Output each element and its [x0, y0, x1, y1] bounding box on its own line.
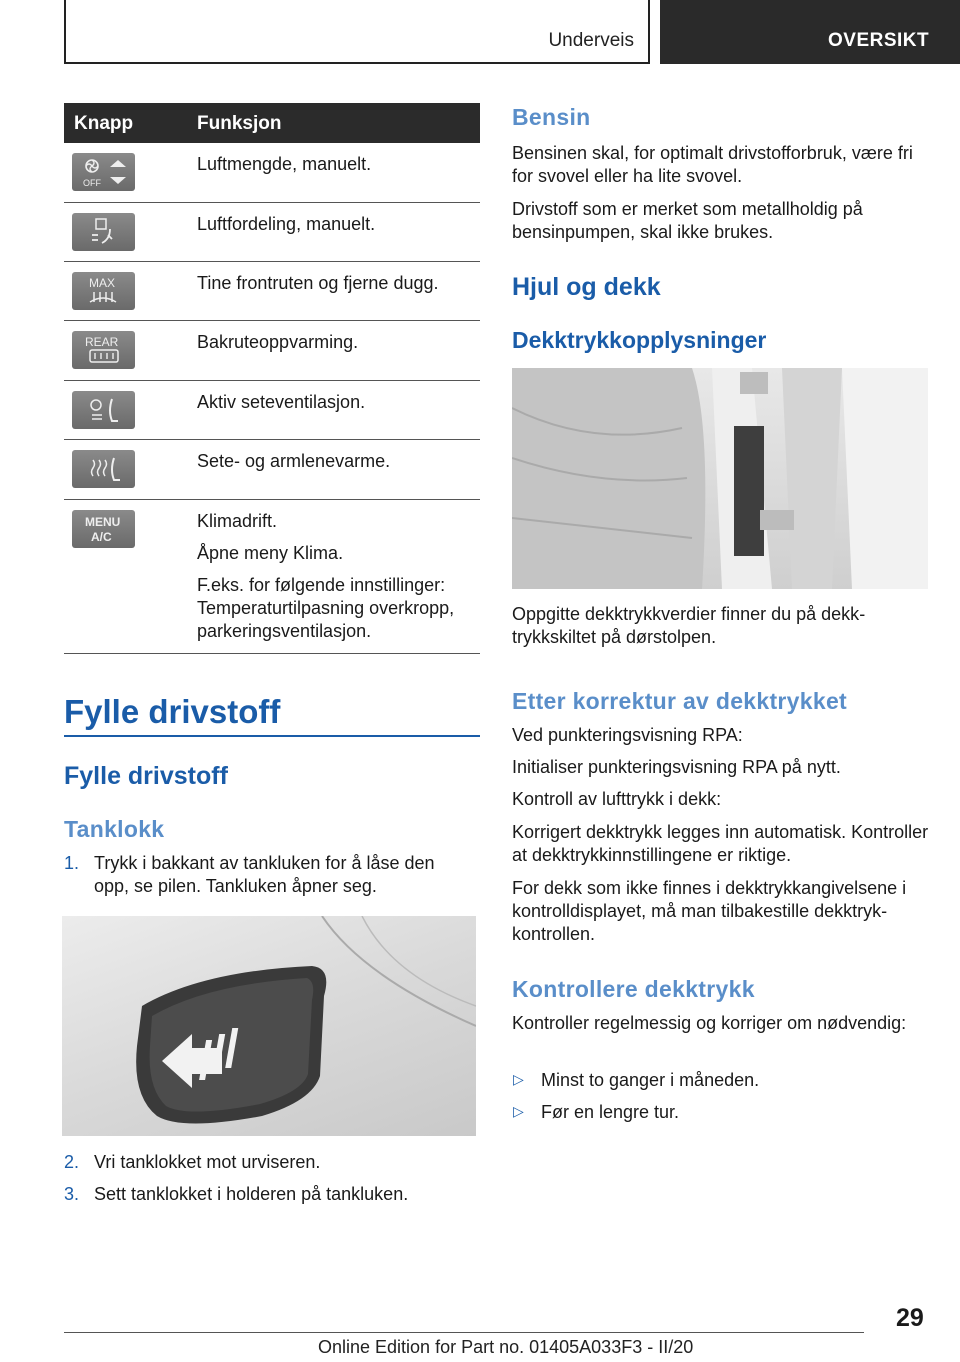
bullet-triangle-icon: ▷	[513, 1103, 524, 1119]
paragraph: Oppgitte dekktrykkverdier finner du på dekktrykkskiltet på dørstolpen.	[512, 604, 866, 647]
list-item: Minst to ganger i måneden.	[541, 1070, 760, 1090]
tab-underveis-label: Underveis	[548, 30, 634, 51]
paragraph: Ved punkteringsvisning RPA:	[512, 725, 743, 745]
paragraph: Bensinen skal, for optimalt drivstofforbruk, være fri for svovel eller ha lite svovel.	[512, 143, 913, 186]
topic-heading-etter-korrektur: Etter korrektur av dekktrykket	[512, 688, 847, 714]
topic-heading-kontrollere: Kontrollere dekktrykk	[512, 976, 755, 1002]
table-row	[64, 203, 480, 262]
paragraph: Drivstoff som er merket som metallholdig på bensinpumpen, skal ikke brukes.	[512, 199, 863, 242]
paragraph: Kontroll av lufttrykk i dekk:	[512, 789, 722, 809]
table-row	[64, 143, 480, 203]
page-number: 29	[896, 1304, 924, 1332]
svg-text:OFF: OFF	[83, 178, 101, 188]
subsection-heading: Hjul og dekk	[512, 273, 661, 301]
step-number: 2.	[64, 1152, 80, 1172]
tab-underveis[interactable]	[64, 0, 650, 64]
tab-oversikt-label: OVERSIKT	[828, 30, 930, 51]
topic-heading-bensin: Bensin	[512, 104, 591, 130]
table-header	[64, 103, 480, 143]
svg-text:MAX: MAX	[89, 276, 116, 290]
topic-heading-tanklokk: Tanklokk	[64, 816, 165, 842]
max-defrost-icon	[72, 272, 135, 310]
svg-text:A/C: A/C	[91, 530, 112, 544]
section-heading: Fylle drivstoff	[64, 693, 281, 730]
subsection-heading: Fylle drivstoff	[64, 762, 228, 790]
function-text: Aktiv seteventilasjon.	[197, 392, 366, 412]
menu-ac-icon	[72, 510, 135, 548]
step-text: Sett tanklokket i holderen på tankluken.	[94, 1184, 409, 1204]
footer-edition: Online Edition for Part no. 01405A033F3 - II/20	[318, 1337, 694, 1357]
button-function-table	[64, 103, 480, 654]
function-text: Tine frontruten og fjerne dugg.	[197, 273, 439, 293]
fuel-flap-image	[62, 916, 476, 1136]
table-row	[64, 262, 480, 321]
function-text: Klimadrift. Åpne meny Klima. F.eks. for følgende innstillinger: Temperaturtilpasning overkropp, parkeringsventilasjon.	[197, 511, 455, 641]
table-row	[64, 321, 480, 381]
col-header-function: Funksjon	[197, 113, 282, 134]
heading-divider	[64, 735, 480, 737]
svg-text:REAR: REAR	[85, 335, 119, 349]
table-row	[64, 500, 480, 654]
page-header	[0, 0, 960, 66]
paragraph: Korrigert dekktrykk legges inn automatisk. Kontroller at dekktrykkinnstillingene er riktige.	[512, 822, 929, 865]
seat-heating-icon	[72, 450, 135, 488]
subsection-heading: Dekktrykkopplysninger	[512, 327, 767, 353]
function-text: Luftfordeling, manuelt.	[197, 214, 376, 234]
list-item: Før en lengre tur.	[541, 1102, 680, 1122]
fan-off-icon	[72, 153, 135, 191]
air-distribution-icon	[72, 213, 135, 251]
col-header-button: Knapp	[74, 113, 134, 134]
seat-ventilation-icon	[72, 391, 135, 429]
door-pillar-image	[512, 368, 928, 589]
tab-oversikt[interactable]	[660, 0, 960, 64]
table-row	[64, 440, 480, 500]
step-text: Trykk i bakkant av tankluken for å låse den opp, se pilen. Tankluken åpner seg.	[94, 853, 435, 896]
function-text: Luftmengde, manuelt.	[197, 154, 372, 174]
function-text: Bakruteoppvarming.	[197, 332, 359, 352]
paragraph: Initialiser punkteringsvisning RPA på nytt.	[512, 757, 841, 777]
svg-text:MENU: MENU	[85, 515, 121, 529]
paragraph: For dekk som ikke finnes i dekktrykkangivelsene i kontrolldisplayet, må man tilbakestille dekktrykkontrollen.	[512, 878, 907, 944]
bullet-triangle-icon: ▷	[513, 1071, 524, 1087]
paragraph: Kontroller regelmessig og korriger om nødvendig:	[512, 1013, 907, 1033]
table-row	[64, 381, 480, 440]
step-number: 1.	[64, 853, 80, 873]
rear-defrost-icon	[72, 331, 135, 369]
footer-divider	[64, 1332, 864, 1333]
function-text: Sete- og armlenevarme.	[197, 451, 391, 471]
step-number: 3.	[64, 1184, 80, 1204]
step-text: Vri tanklokket mot urviseren.	[94, 1152, 321, 1172]
